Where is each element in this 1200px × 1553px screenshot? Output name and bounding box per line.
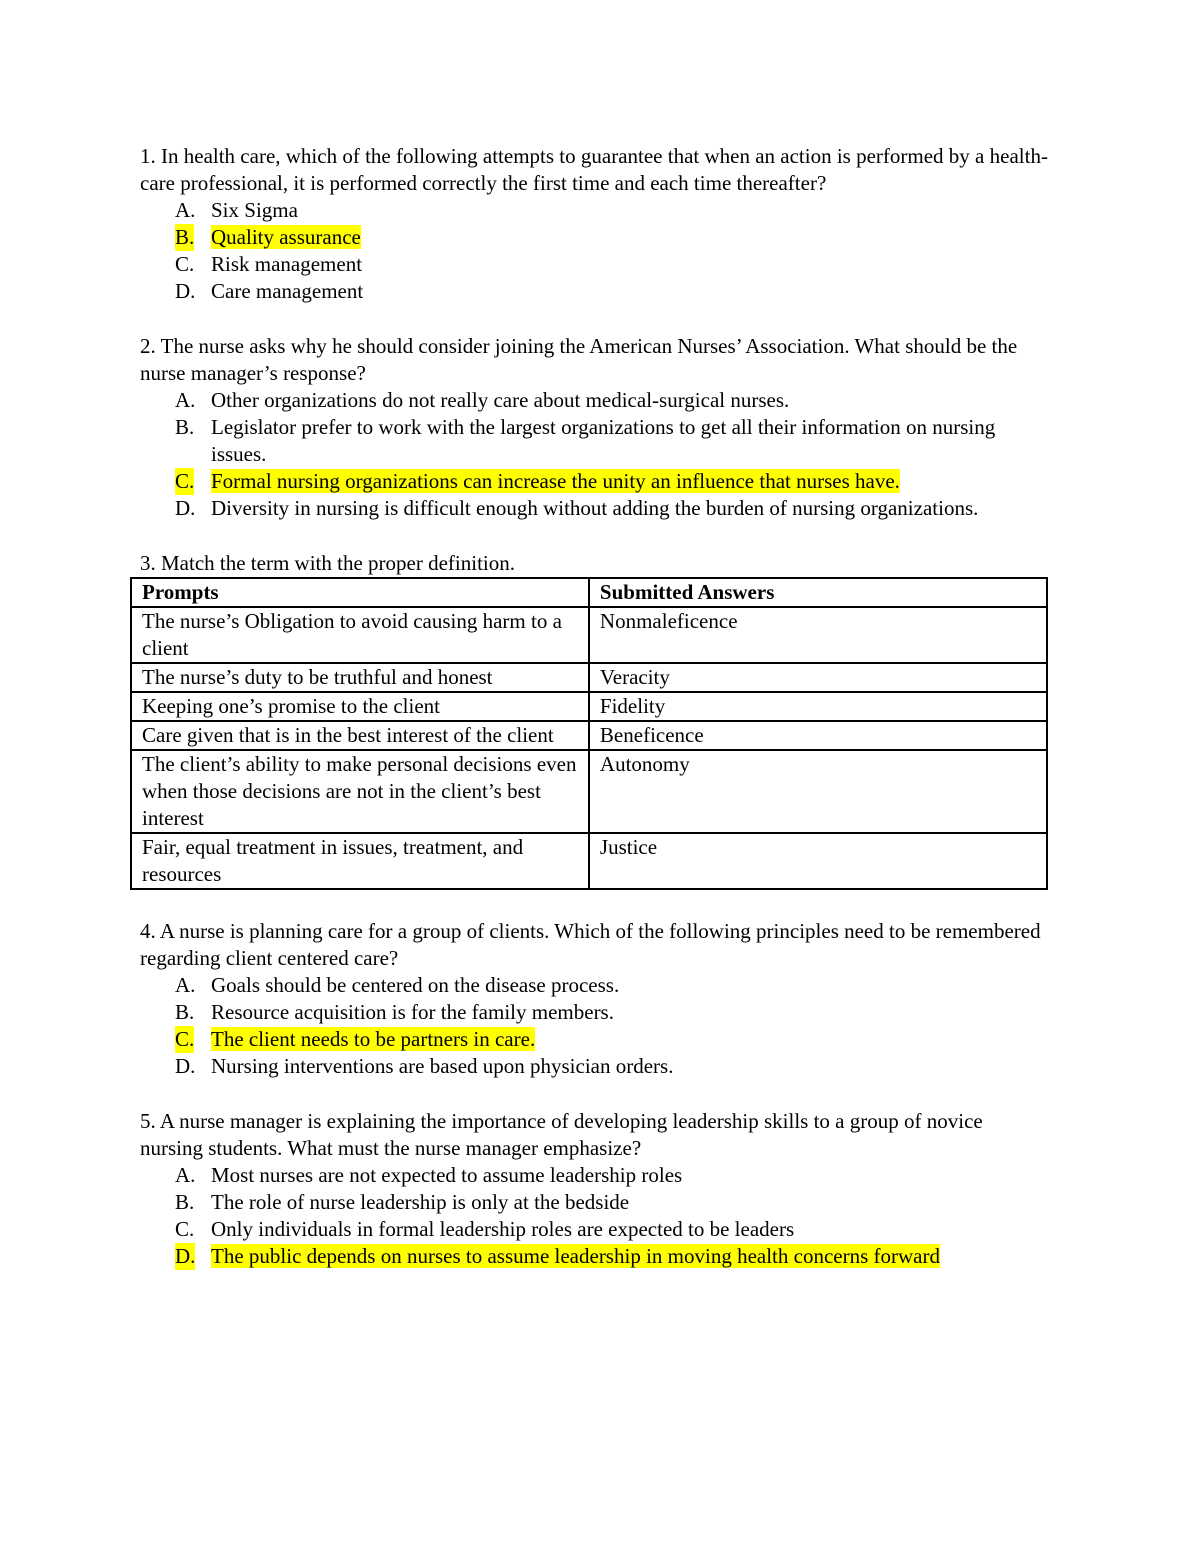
answer-cell: Beneficence <box>589 721 1047 750</box>
option-5c: C. Only individuals in formal leadership roles are expected to be leaders <box>175 1217 795 1241</box>
question-5 <box>140 1108 1050 1270</box>
option-2d: D. Diversity in nursing is difficult enough without adding the burden of nursing organizations. <box>175 496 979 520</box>
option-1d: D. Care management <box>175 279 364 303</box>
option-4a: A. Goals should be centered on the disease process. <box>175 973 620 997</box>
header-prompts: Prompts <box>131 578 589 607</box>
table-row <box>131 833 1047 889</box>
question-2 <box>140 333 1050 522</box>
option-5b: B. The role of nurse leadership is only at the bedside <box>175 1190 630 1214</box>
matching-table <box>130 577 1048 890</box>
prompt-cell: Fair, equal treatment in issues, treatment, and resources <box>131 833 589 889</box>
prompt-cell: Keeping one’s promise to the client <box>131 692 589 721</box>
question-3-text: 3. Match the term with the proper definition. <box>140 551 515 575</box>
answer-cell: Veracity <box>589 663 1047 692</box>
prompt-cell: Care given that is in the best interest of the client <box>131 721 589 750</box>
option-1b-correct: B. Quality assurance <box>175 225 361 249</box>
option-2c-correct: C. Formal nursing organizations can increase the unity an influence that nurses have. <box>175 469 900 493</box>
question-2-text: 2. The nurse asks why he should consider joining the American Nurses’ Association. What should be the nurse manager’s response? <box>140 334 1018 385</box>
header-submitted-answers: Submitted Answers <box>589 578 1047 607</box>
prompt-cell: The client’s ability to make personal decisions even when those decisions are not in the client’s best interest <box>131 750 589 833</box>
option-4b: B. Resource acquisition is for the family members. <box>175 1000 614 1024</box>
option-1a: A. Six Sigma <box>175 198 298 222</box>
option-4c-correct: C. The client needs to be partners in care. <box>175 1027 536 1051</box>
table-row <box>131 607 1047 663</box>
answer-cell: Justice <box>589 833 1047 889</box>
prompt-cell: The nurse’s duty to be truthful and honest <box>131 663 589 692</box>
question-3 <box>140 550 1050 890</box>
answer-cell: Fidelity <box>589 692 1047 721</box>
question-4 <box>140 918 1050 1080</box>
question-4-options <box>140 972 1050 1080</box>
option-5d-correct: D. The public depends on nurses to assume leadership in moving health concerns forward <box>175 1244 940 1268</box>
question-5-text: 5. A nurse manager is explaining the importance of developing leadership skills to a group of novice nursing students. What must the nurse manager emphasize? <box>140 1109 983 1160</box>
question-1-text: 1. In health care, which of the following attempts to guarantee that when an action is performed by a health-care professional, it is performed correctly the first time and each time thereafter? <box>140 144 1048 195</box>
question-1 <box>140 143 1050 305</box>
prompt-cell: The nurse’s Obligation to avoid causing harm to a client <box>131 607 589 663</box>
table-header-row <box>131 578 1047 607</box>
option-1c: C. Risk management <box>175 252 363 276</box>
option-5a: A. Most nurses are not expected to assume leadership roles <box>175 1163 683 1187</box>
option-2b: B. Legislator prefer to work with the largest organizations to get all their information on nursing issues. <box>175 415 996 466</box>
option-2a: A. Other organizations do not really care about medical-surgical nurses. <box>175 388 790 412</box>
table-row <box>131 692 1047 721</box>
answer-cell: Nonmaleficence <box>589 607 1047 663</box>
option-4d: D. Nursing interventions are based upon physician orders. <box>175 1054 674 1078</box>
table-row <box>131 721 1047 750</box>
answer-cell: Autonomy <box>589 750 1047 833</box>
table-row <box>131 663 1047 692</box>
question-2-options <box>140 387 1050 522</box>
question-1-options <box>140 197 1050 305</box>
table-row <box>131 750 1047 833</box>
question-5-options <box>140 1162 1050 1270</box>
document-page <box>140 143 1050 1270</box>
question-4-text: 4. A nurse is planning care for a group of clients. Which of the following principles need to be remembered regarding client centered care? <box>140 919 1041 970</box>
